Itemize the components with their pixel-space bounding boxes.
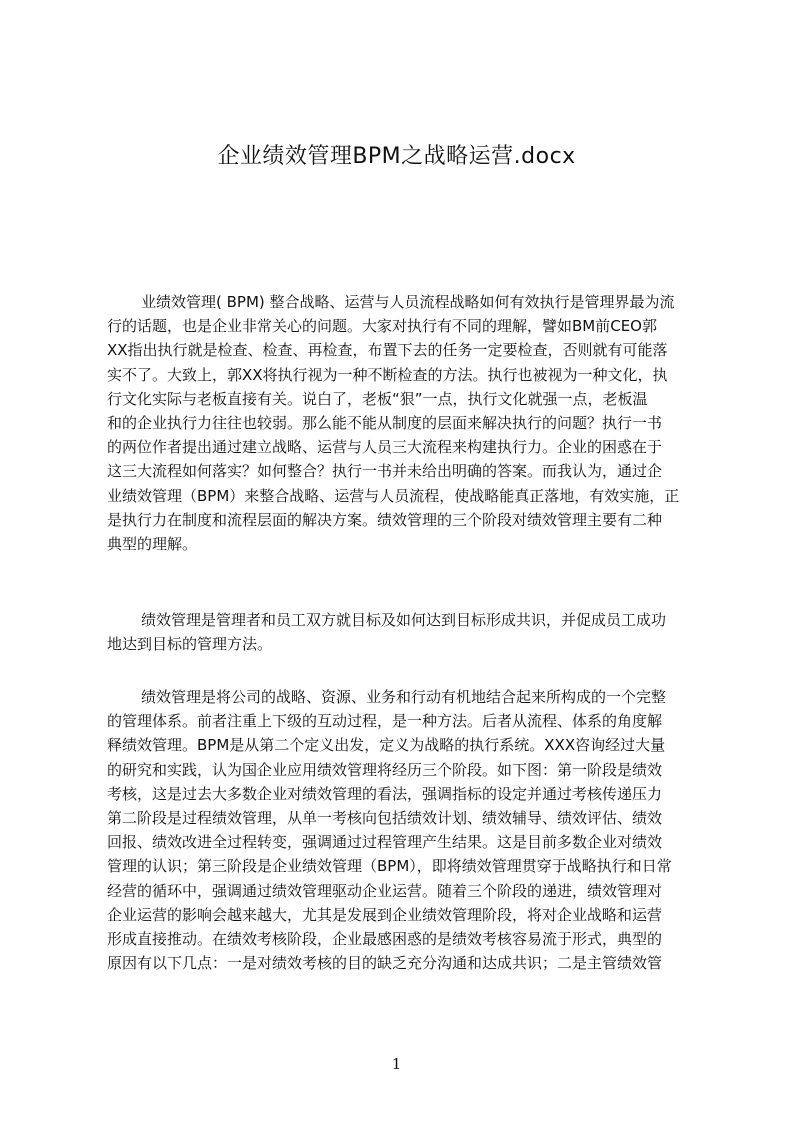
paragraph-2: [107, 608, 699, 656]
paragraph-line: XX指出执行就是检查、检查、再检查，布置下去的任务一定要检查，否则就有可能落: [107, 341, 668, 360]
paragraph-line: 形成直接推动。在绩效考核阶段，企业最感困惑的是绩效考核容易流于形式，典型的: [107, 929, 663, 948]
paragraph-1: [107, 290, 699, 556]
paragraph-line: 业绩效管理（BPM）来整合战略、运营与人员流程，使战略能真正落地，有效实施，正: [107, 486, 680, 505]
paragraph-line: 企业运营的影响会越来越大，尤其是发展到企业绩效管理阶段，将对企业战略和运营: [107, 905, 663, 924]
page-number: 1: [391, 1055, 402, 1073]
paragraph-line: 经营的循环中，强调通过绩效管理驱动企业运营。随着三个阶段的递进，绩效管理对: [107, 881, 663, 900]
paragraph-line: 是执行力在制度和流程层面的解决方案。绩效管理的三个阶段对绩效管理主要有二种: [107, 510, 663, 529]
paragraph-line: 考核，这是过去大多数企业对绩效管理的看法，强调指标的设定并通过考核传递压力: [107, 784, 663, 803]
paragraph-line: 释绩效管理。BPM是从第二个定义出发，定义为战略的执行系统。XXX咨询经过大量: [107, 736, 666, 755]
paragraph-line: 第二阶段是过程绩效管理，从单一考核向包括绩效计划、绩效辅导、绩效评估、绩效: [107, 808, 663, 827]
paragraph-line: 典型的理解。: [107, 534, 198, 553]
paragraph-line: 地达到目标的管理方法。: [107, 635, 273, 654]
paragraph-line: 实不了。大致上，郭XX将执行视为一种不断检查的方法。执行也被视为一种文化，执: [107, 365, 668, 384]
paragraph-line: 行的话题，也是企业非常关心的问题。大家对执行有不同的理解，譬如BM前CEO郭: [107, 317, 657, 336]
paragraph-line: 绩效管理是将公司的战略、资源、业务和行动有机地结合起来所构成的一个完整: [141, 688, 667, 706]
paragraph-line: 行文化实际与老板直接有关。说白了，老板“狠”一点，执行文化就强一点，老板温: [107, 389, 648, 408]
paragraph-line: 业绩效管理( BPM) 整合战略、运营与人员流程战略如何有效执行是管理界最为流: [141, 293, 675, 311]
paragraph-line: 原因有以下几点：一是对绩效考核的目的缺乏充分沟通和达成共识；二是主管绩效管: [107, 954, 663, 973]
paragraph-line: 回报、绩效改进全过程转变，强调通过过程管理产生结果。这是目前多数企业对绩效: [107, 833, 663, 852]
paragraph-line: 的研究和实践，认为国企业应用绩效管理将经历三个阶段。如下图：第一阶段是绩效: [107, 760, 663, 779]
paragraph-line: 和的企业执行力往往也较弱。那么能不能从制度的层面来解决执行的问题？执行一书: [107, 413, 663, 432]
paragraph-line: 的管理体系。前者注重上下级的互动过程，是一种方法。后者从流程、体系的角度解: [107, 712, 663, 731]
paragraph-line: 绩效管理是管理者和员工双方就目标及如何达到目标形成共识，并促成员工成功: [141, 611, 667, 629]
paragraph-line: 这三大流程如何落实？如何整合？执行一书并未给出明确的答案。而我认为，通过企: [107, 462, 663, 481]
paragraph-line: 管理的认识；第三阶段是企业绩效管理（BPM），即将绩效管理贯穿于战略执行和日常: [107, 857, 672, 876]
paragraph-3: [107, 685, 699, 975]
document-title: 企业绩效管理BPM之战略运营.docx: [217, 144, 576, 169]
paragraph-line: 的两位作者提出通过建立战略、运营与人员三大流程来构建执行力。企业的困惑在于: [107, 438, 663, 457]
